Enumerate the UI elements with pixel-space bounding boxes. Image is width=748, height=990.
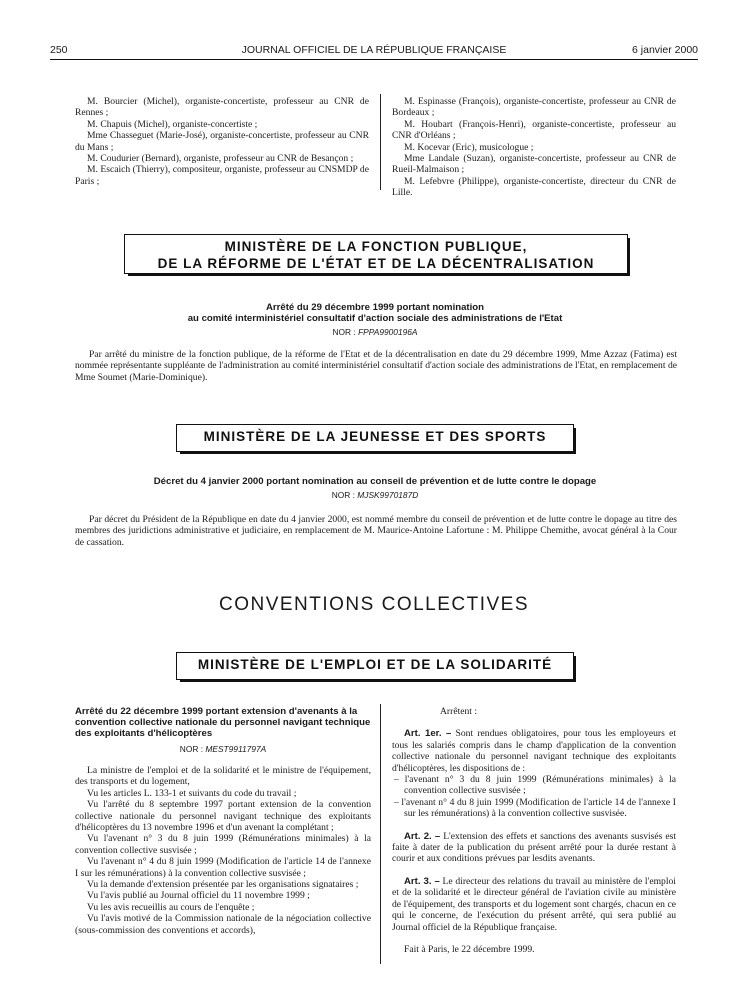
decret-body: Par décret du Président de la République en date du 4 janvier 2000, est nommé membre du conseil de prévention et de lutte contre le dopage au titre des membres des juridictions administrative et judiciaire, en remplacement de M. Maurice-Antoine Lafortune : M. Philippe Chemithe, avocat général à la Cour de cassation.	[75, 514, 677, 548]
column-divider	[380, 94, 381, 190]
visa-paragraph: Vu l'avenant n° 3 du 8 juin 1999 (Rémunérations minimales) à la convention collective susvisée ;	[75, 833, 371, 856]
list-item: M. Bourcier (Michel), organiste-concertiste, professeur au CNR de Rennes ;	[75, 96, 369, 119]
nor-reference	[75, 327, 675, 337]
nor-code: MEST9911797A	[205, 744, 267, 754]
signature-date: Fait à Paris, le 22 décembre 1999.	[404, 943, 535, 955]
list-item: M. Escaich (Thierry), compositeur, organiste, professeur au CNSMDP de Paris ;	[75, 164, 369, 187]
visa-paragraph: Vu les avis recueillis au cours de l'enquête ;	[87, 901, 255, 913]
visa-paragraph: Vu les articles L. 133-1 et suivants du code du travail ;	[87, 787, 297, 799]
ministry-heading-line1: MINISTÈRE DE LA FONCTION PUBLIQUE,	[224, 239, 528, 254]
visa-paragraph: Vu l'arrêté du 8 septembre 1997 portant extension de la convention collective nationale du personnel navigant technique des exploitants d'hélicoptères du 13 novembre 1996 et d'un avenant la complétant ;	[75, 799, 371, 834]
article-2-text: L'extension des effets et sanctions des avenants susvisés est faite à dater de la publication du présent arrêté pour la durée restant à courir et aux conditions prévues par lesdits avenants.	[392, 830, 676, 865]
arrete-extension-title: Arrêté du 22 décembre 1999 portant extension d'avenants à la convention collective nationale du personnel navigant technique des exploitants d'hélicoptères	[75, 706, 371, 739]
section-title: CONVENTIONS COLLECTIVES	[218, 594, 530, 615]
visa-paragraph: Vu l'avis motivé de la Commission nationale de la négociation collective (sous-commission des conventions et accords),	[75, 913, 371, 936]
visa-paragraph: Vu l'avis publié au Journal officiel du 11 novembre 1999 ;	[87, 890, 310, 902]
arrete-title-line2: au comité interministériel consultatif d'action sociale des administrations de l'Etat	[187, 313, 563, 324]
ministry-jeunesse-sports-heading: MINISTÈRE DE LA JEUNESSE ET DES SPORTS	[176, 424, 574, 452]
nor-label: NOR :	[332, 327, 356, 337]
visa-paragraph: Vu la demande d'extension présentée par les organisations signataires ;	[87, 879, 359, 891]
ministry-emploi-solidarite-heading: MINISTÈRE DE L'EMPLOI ET DE LA SOLIDARITÉ	[176, 652, 574, 680]
visas-list	[75, 765, 371, 936]
arrete-body: Par arrêté du ministre de la fonction publique, de la réforme de l'Etat et de la décentralisation en date du 29 décembre 1999, Mme Azzaz (Fatima) est nommée représentante suppléante de l'administration au comité interministériel consultatif d'action sociale des administrations de l'Etat, en remplacement de Mme Soumet (Marie-Dominique).	[75, 349, 677, 383]
list-item: Mme Landale (Suzan), organiste-concertiste, professeur au CNR de Rueil-Malmaison ;	[392, 153, 676, 176]
ministry-fonction-publique-heading	[124, 234, 628, 274]
top-list-right	[392, 96, 676, 199]
article-3-label: Art. 3. –	[404, 875, 440, 887]
list-item: M. Lefebvre (Philippe), organiste-concertiste, directeur du CNR de Lille.	[392, 175, 676, 199]
article-2	[392, 831, 676, 865]
nor-label: NOR :	[331, 490, 355, 500]
article-3	[392, 876, 676, 933]
list-item: M. Espinasse (François), organiste-concertiste, professeur au CNR de Bordeaux ;	[392, 96, 676, 119]
issue-date: 6 janvier 2000	[632, 44, 698, 56]
article-1-label: Art. 1er. –	[404, 728, 452, 740]
arretent-label: Arrêtent :	[440, 706, 478, 717]
article-1-text: Sont rendues obligatoires, pour tous les employeurs et tous les salariés compris dans le champ d'application de la convention collective nationale du personnel navigant technique des exploitants d'hélicoptères, les dispositions de :	[392, 728, 676, 774]
nor-code: MJSK9970187D	[357, 490, 419, 500]
article-2-label: Art. 2. –	[404, 830, 441, 842]
visa-paragraph: La ministre de l'emploi et de la solidarité et le ministre de l'équipement, des transports et du logement,	[75, 765, 371, 788]
arrete-left-column	[75, 706, 371, 936]
nor-code: FPPA9900196A	[358, 327, 418, 337]
article-1	[392, 728, 676, 774]
list-item: M. Coudurier (Bernard), organiste, professeur au CNR de Besançon ;	[87, 153, 354, 165]
nor-reference	[75, 490, 675, 500]
ministry-heading-line2: DE LA RÉFORME DE L'ÉTAT ET DE LA DÉCENTRALISATION	[157, 256, 595, 271]
arrete-title-line1: Arrêté du 29 décembre 1999 portant nomination	[265, 302, 485, 313]
decret-title: Décret du 4 janvier 2000 portant nomination au conseil de prévention et de lutte contre le dopage	[153, 476, 597, 487]
article-3-text: Le directeur des relations du travail au ministère de l'emploi et de la solidarité et le directeur général de l'aviation civile au ministère de l'équipement, des transports et du logement sont chargés, chacun en ce qui le concerne, de l'exécution du présent arrêté, qui sera publié au Journal officiel de la République française.	[392, 875, 676, 933]
arrete-right-column	[392, 706, 676, 955]
page-number: 250	[50, 44, 68, 56]
top-list-left	[75, 96, 369, 187]
nor-reference	[75, 744, 371, 754]
article-1-item: – l'avenant n° 4 du 8 juin 1999 (Modification de l'article 14 de l'annexe I sur les rémunérations) à la convention collective susvisée.	[394, 796, 676, 820]
journal-title: JOURNAL OFFICIEL DE LA RÉPUBLIQUE FRANÇAISE	[241, 44, 507, 56]
article-1-item: – l'avenant n° 3 du 8 juin 1999 (Rémunérations minimales) à la convention collective susvisée ;	[394, 774, 676, 797]
list-item: M. Houbart (François-Henri), organiste-concertiste, professeur au CNR d'Orléans ;	[392, 118, 676, 142]
arrete-title	[75, 302, 675, 324]
list-item: Mme Chasseguet (Marie-José), organiste-concertiste, professeur au CNR du Mans ;	[75, 130, 369, 153]
nor-label: NOR :	[179, 744, 204, 754]
visa-paragraph: Vu l'avenant n° 4 du 8 juin 1999 (Modification de l'article 14 de l'annexe I sur les rémunérations) à la convention collective susvisée ;	[75, 856, 371, 879]
column-divider	[380, 704, 381, 964]
list-item: M. Chapuis (Michel), organiste-concertiste ;	[87, 118, 258, 130]
list-item: M. Kocevar (Eric), musicologue ;	[404, 141, 534, 153]
header-rule	[50, 59, 698, 60]
